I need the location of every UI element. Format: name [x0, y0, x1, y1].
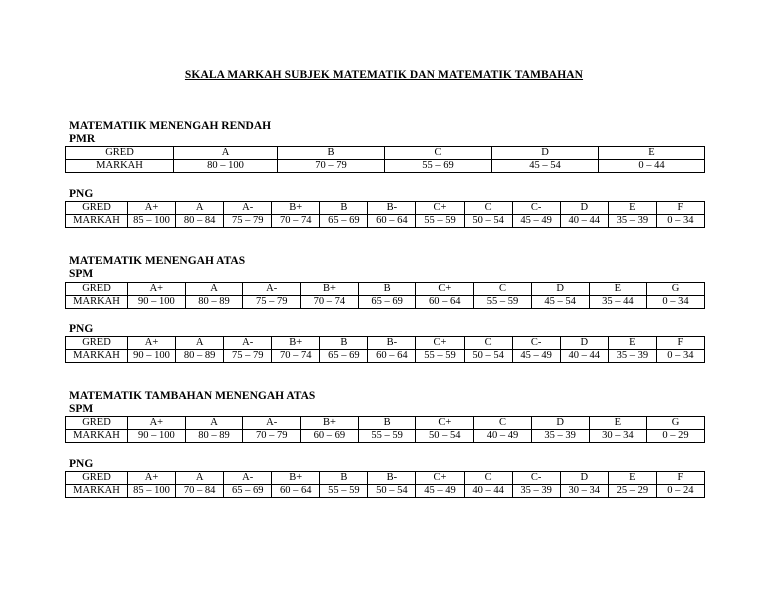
grade-cell: C-	[512, 202, 560, 215]
marks-cell: 0 – 29	[647, 430, 705, 443]
grade-cell: B	[320, 337, 368, 350]
marks-cell: 45 – 54	[531, 296, 589, 309]
grade-table-png-upper	[65, 336, 705, 363]
marks-cell: 80 – 89	[185, 296, 243, 309]
marks-cell: 55 – 59	[320, 485, 368, 498]
table-label-png-lower: PNG	[69, 188, 94, 200]
marks-cell: 0 – 44	[599, 160, 705, 173]
marks-cell: 40 – 44	[560, 350, 608, 363]
marks-cell: 90 – 100	[128, 430, 186, 443]
grade-cell: B+	[301, 283, 359, 296]
grade-cell: A	[176, 202, 224, 215]
grade-cell: A+	[128, 202, 176, 215]
grade-row	[66, 202, 705, 215]
grade-cell: B	[278, 147, 385, 160]
grade-cell: A+	[128, 337, 176, 350]
grade-cell: C	[474, 417, 532, 430]
row-label: GRED	[66, 202, 128, 215]
marks-cell: 80 – 100	[174, 160, 278, 173]
grade-cell: E	[608, 337, 656, 350]
section-heading-lower-secondary: MATEMATIIK MENENGAH RENDAH	[69, 120, 272, 132]
grade-cell: C-	[512, 472, 560, 485]
marks-cell: 85 – 100	[128, 485, 176, 498]
marks-cell: 75 – 79	[224, 215, 272, 228]
grade-cell: A	[174, 147, 278, 160]
marks-cell: 50 – 54	[368, 485, 416, 498]
grade-cell: B	[320, 472, 368, 485]
row-label: GRED	[66, 337, 128, 350]
grade-cell: F	[656, 202, 704, 215]
marks-cell: 45 – 49	[416, 485, 464, 498]
row-label: MARKAH	[66, 430, 128, 443]
marks-cell: 35 – 44	[589, 296, 647, 309]
grade-cell: B	[358, 283, 416, 296]
grade-cell: G	[647, 417, 705, 430]
row-label: GRED	[66, 472, 128, 485]
marks-row	[66, 430, 705, 443]
grade-cell: E	[589, 283, 647, 296]
grade-row	[66, 283, 705, 296]
grade-cell: E	[589, 417, 647, 430]
marks-cell: 55 – 69	[385, 160, 492, 173]
grade-cell: B	[320, 202, 368, 215]
marks-cell: 40 – 44	[464, 485, 512, 498]
marks-cell: 55 – 59	[416, 350, 464, 363]
marks-cell: 90 – 100	[128, 350, 176, 363]
grade-table-png-addmath	[65, 471, 705, 498]
marks-cell: 0 – 24	[656, 485, 704, 498]
grade-row	[66, 337, 705, 350]
marks-cell: 0 – 34	[656, 350, 704, 363]
marks-cell: 60 – 69	[301, 430, 359, 443]
marks-cell: 90 – 100	[128, 296, 186, 309]
row-label: GRED	[66, 283, 128, 296]
section-heading-upper-secondary: MATEMATIK MENENGAH ATAS	[69, 255, 246, 267]
marks-cell: 55 – 59	[416, 215, 464, 228]
grade-cell: B-	[368, 202, 416, 215]
grade-cell: D	[560, 337, 608, 350]
grade-cell: A+	[128, 417, 186, 430]
row-label: MARKAH	[66, 485, 128, 498]
marks-cell: 0 – 34	[647, 296, 705, 309]
marks-cell: 35 – 39	[512, 485, 560, 498]
grade-row	[66, 147, 705, 160]
marks-cell: 40 – 49	[474, 430, 532, 443]
marks-cell: 80 – 89	[185, 430, 243, 443]
marks-cell: 55 – 59	[474, 296, 532, 309]
marks-cell: 55 – 59	[358, 430, 416, 443]
table-label-spm-addmath: SPM	[69, 403, 94, 415]
marks-cell: 80 – 84	[176, 215, 224, 228]
marks-cell: 85 – 100	[128, 215, 176, 228]
marks-cell: 60 – 64	[368, 215, 416, 228]
marks-cell: 45 – 54	[492, 160, 599, 173]
grade-row	[66, 472, 705, 485]
marks-cell: 50 – 54	[416, 430, 474, 443]
marks-cell: 60 – 64	[272, 485, 320, 498]
grade-cell: A-	[243, 283, 301, 296]
table-label-png-addmath: PNG	[69, 458, 94, 470]
grade-cell: A	[176, 337, 224, 350]
grade-cell: A	[185, 417, 243, 430]
row-label: GRED	[66, 417, 128, 430]
table-label-pmr: PMR	[69, 133, 96, 145]
marks-cell: 60 – 64	[368, 350, 416, 363]
grade-cell: C	[464, 337, 512, 350]
marks-cell: 70 – 74	[301, 296, 359, 309]
row-label: GRED	[66, 147, 174, 160]
grade-cell: A-	[243, 417, 301, 430]
grade-cell: E	[608, 202, 656, 215]
marks-cell: 65 – 69	[320, 215, 368, 228]
grade-cell: A-	[224, 337, 272, 350]
marks-cell: 70 – 74	[272, 350, 320, 363]
marks-cell: 75 – 79	[243, 296, 301, 309]
row-label: MARKAH	[66, 350, 128, 363]
row-label: MARKAH	[66, 296, 128, 309]
grade-cell: C	[464, 472, 512, 485]
grade-cell: D	[531, 417, 589, 430]
grade-cell: C	[385, 147, 492, 160]
grade-cell: C+	[416, 417, 474, 430]
grade-row	[66, 417, 705, 430]
grade-cell: F	[656, 472, 704, 485]
marks-cell: 80 – 89	[176, 350, 224, 363]
grade-cell: E	[608, 472, 656, 485]
grade-table-spm-addmath	[65, 416, 705, 443]
grade-cell: D	[560, 202, 608, 215]
grade-cell: A	[185, 283, 243, 296]
marks-cell: 25 – 29	[608, 485, 656, 498]
grade-cell: C	[464, 202, 512, 215]
marks-cell: 70 – 79	[243, 430, 301, 443]
marks-cell: 70 – 79	[278, 160, 385, 173]
marks-cell: 35 – 39	[531, 430, 589, 443]
grade-cell: B+	[272, 202, 320, 215]
grade-cell: C+	[416, 337, 464, 350]
marks-cell: 45 – 49	[512, 350, 560, 363]
grade-cell: A+	[128, 472, 176, 485]
marks-cell: 45 – 49	[512, 215, 560, 228]
marks-row	[66, 296, 705, 309]
table-label-png-upper: PNG	[69, 323, 94, 335]
grade-cell: B-	[368, 472, 416, 485]
grade-cell: G	[647, 283, 705, 296]
grade-cell: E	[599, 147, 705, 160]
marks-cell: 60 – 64	[416, 296, 474, 309]
grade-cell: C	[474, 283, 532, 296]
marks-cell: 50 – 54	[464, 215, 512, 228]
grade-table-png-lower	[65, 201, 705, 228]
row-label: MARKAH	[66, 160, 174, 173]
grade-cell: B+	[272, 337, 320, 350]
row-label: MARKAH	[66, 215, 128, 228]
grade-cell: C+	[416, 202, 464, 215]
marks-cell: 50 – 54	[464, 350, 512, 363]
grade-cell: D	[531, 283, 589, 296]
grade-cell: B+	[272, 472, 320, 485]
grade-cell: C+	[416, 283, 474, 296]
marks-cell: 0 – 34	[656, 215, 704, 228]
marks-cell: 70 – 84	[176, 485, 224, 498]
marks-cell: 30 – 34	[589, 430, 647, 443]
marks-cell: 65 – 69	[320, 350, 368, 363]
grade-cell: C+	[416, 472, 464, 485]
grade-table-pmr	[65, 146, 705, 173]
marks-cell: 40 – 44	[560, 215, 608, 228]
grade-table-spm-math	[65, 282, 705, 309]
marks-row	[66, 485, 705, 498]
grade-cell: A-	[224, 202, 272, 215]
section-heading-additional-math: MATEMATIK TAMBAHAN MENENGAH ATAS	[69, 390, 316, 402]
marks-cell: 35 – 39	[608, 215, 656, 228]
marks-cell: 65 – 69	[224, 485, 272, 498]
marks-row	[66, 215, 705, 228]
grade-cell: C-	[512, 337, 560, 350]
grade-cell: B+	[301, 417, 359, 430]
table-label-spm-math: SPM	[69, 268, 94, 280]
grade-cell: A-	[224, 472, 272, 485]
marks-cell: 70 – 74	[272, 215, 320, 228]
grade-cell: F	[656, 337, 704, 350]
grade-cell: A+	[128, 283, 186, 296]
marks-cell: 75 – 79	[224, 350, 272, 363]
grade-cell: D	[560, 472, 608, 485]
marks-cell: 65 – 69	[358, 296, 416, 309]
grade-cell: B	[358, 417, 416, 430]
marks-cell: 30 – 34	[560, 485, 608, 498]
marks-row	[66, 350, 705, 363]
marks-cell: 35 – 39	[608, 350, 656, 363]
document-title: SKALA MARKAH SUBJEK MATEMATIK DAN MATEMATIK TAMBAHAN	[184, 69, 584, 81]
grade-cell: A	[176, 472, 224, 485]
grade-cell: D	[492, 147, 599, 160]
grade-cell: B-	[368, 337, 416, 350]
marks-row	[66, 160, 705, 173]
